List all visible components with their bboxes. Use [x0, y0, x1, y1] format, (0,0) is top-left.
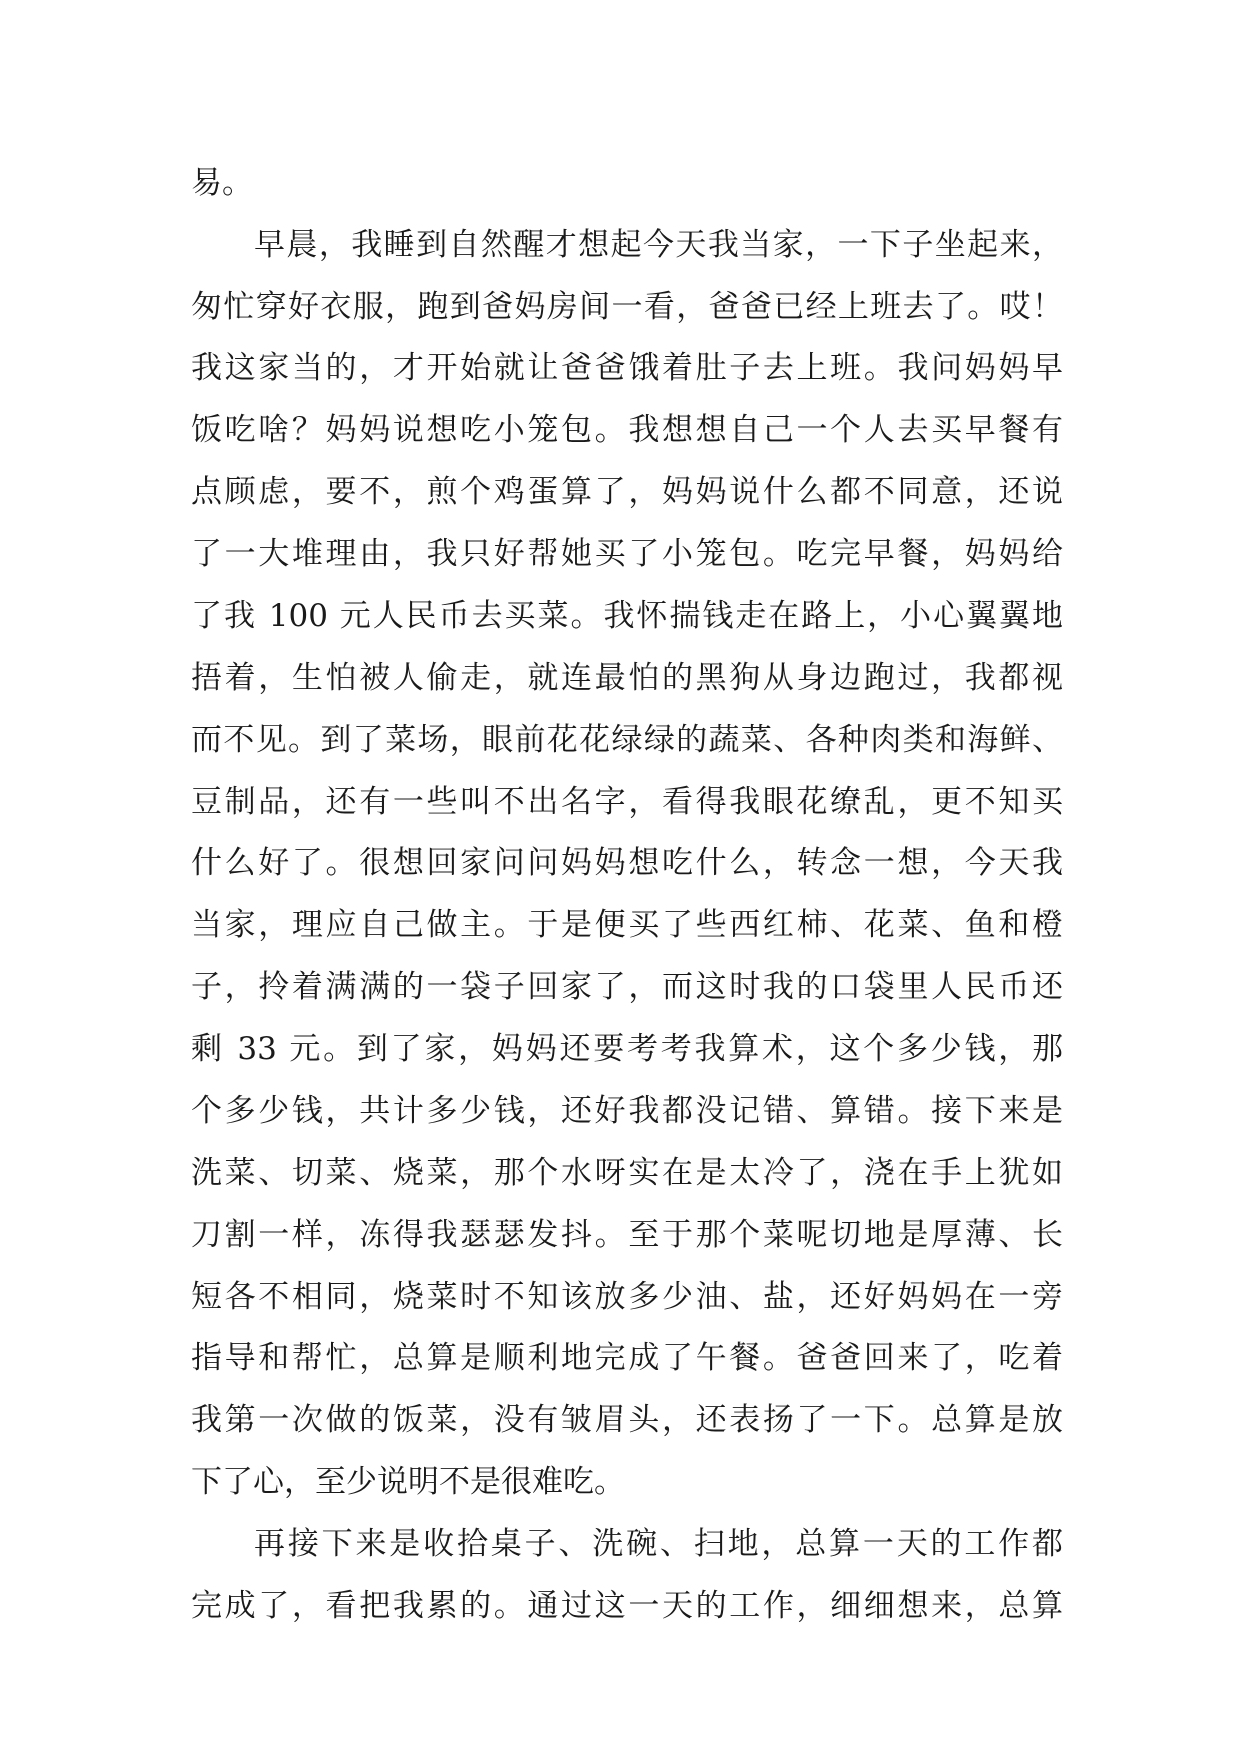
text-line: 点顾虑，要不，煎个鸡蛋算了，妈妈说什么都不同意，还说 [191, 474, 1063, 510]
text-line: 我第一次做的饭菜，没有皱眉头，还表扬了一下。总算是放 [191, 1402, 1063, 1438]
text-line: 剩 33 元。到了家，妈妈还要考考我算术，这个多少钱，那 [191, 1031, 1063, 1067]
text-line: 完成了，看把我累的。通过这一天的工作，细细想来，总算 [191, 1588, 1063, 1624]
text-line: 洗菜、切菜、烧菜，那个水呀实在是太冷了，浇在手上犹如 [191, 1155, 1063, 1191]
text-line: 匆忙穿好衣服，跑到爸妈房间一看，爸爸已经上班去了。哎！ [191, 289, 1063, 325]
paragraph-first-line: 早晨，我睡到自然醒才想起今天我当家，一下子坐起来， [254, 227, 1063, 263]
text-line: 子，拎着满满的一袋子回家了，而这时我的口袋里人民币还 [191, 969, 1063, 1005]
text-line: 捂着，生怕被人偷走，就连最怕的黑狗从身边跑过，我都视 [191, 660, 1063, 696]
text-line: 短各不相同，烧菜时不知该放多少油、盐，还好妈妈在一旁 [191, 1279, 1063, 1315]
text-line: 指导和帮忙，总算是顺利地完成了午餐。爸爸回来了，吃着 [191, 1340, 1063, 1376]
paragraph-first-line: 再接下来是收拾桌子、洗碗、扫地，总算一天的工作都 [254, 1526, 1063, 1562]
text-line: 个多少钱，共计多少钱，还好我都没记错、算错。接下来是 [191, 1093, 1063, 1129]
text-line: 饭吃啥？妈妈说想吃小笼包。我想想自己一个人去买早餐有 [191, 412, 1063, 448]
text-line: 刀割一样，冻得我瑟瑟发抖。至于那个菜呢切地是厚薄、长 [191, 1217, 1063, 1253]
text-line: 易。 [191, 165, 253, 201]
text-line: 我这家当的，才开始就让爸爸饿着肚子去上班。我问妈妈早 [191, 350, 1063, 386]
text-line: 了我 100 元人民币去买菜。我怀揣钱走在路上，小心翼翼地 [191, 598, 1063, 634]
text-line: 当家，理应自己做主。于是便买了些西红柿、花菜、鱼和橙 [191, 907, 1063, 943]
text-line: 下了心，至少说明不是很难吃。 [191, 1464, 625, 1500]
text-line: 什么好了。很想回家问问妈妈想吃什么，转念一想，今天我 [191, 845, 1063, 881]
text-line: 了一大堆理由，我只好帮她买了小笼包。吃完早餐，妈妈给 [191, 536, 1063, 572]
text-line: 而不见。到了菜场，眼前花花绿绿的蔬菜、各种肉类和海鲜、 [191, 722, 1063, 758]
text-line: 豆制品，还有一些叫不出名字，看得我眼花缭乱，更不知买 [191, 784, 1063, 820]
